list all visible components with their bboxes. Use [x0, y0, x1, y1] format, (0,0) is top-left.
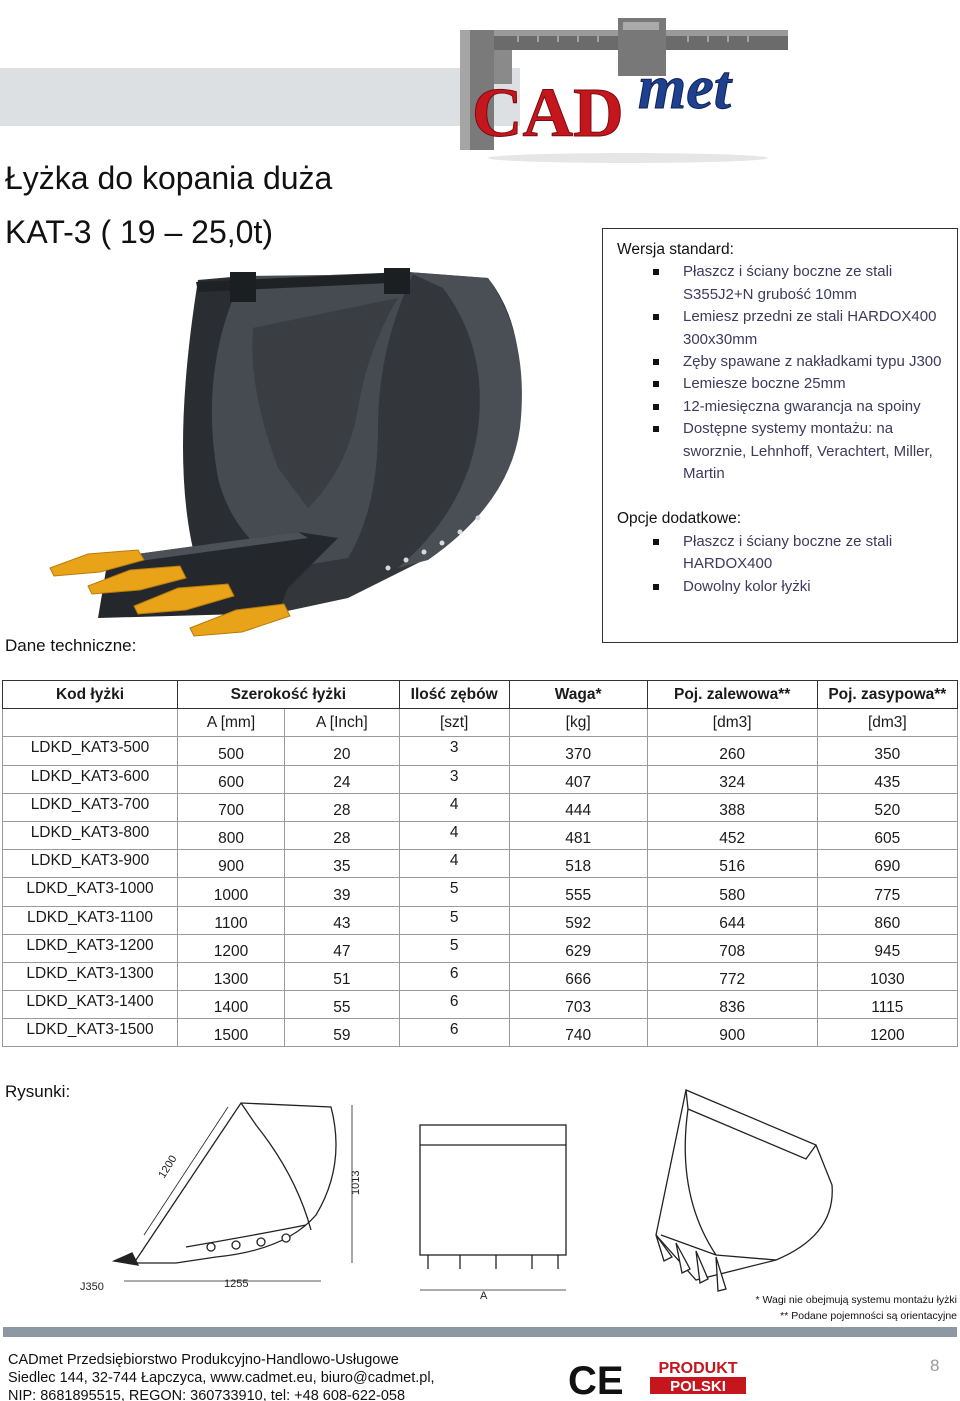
cell-code: LDKD_KAT3-1500	[3, 1019, 178, 1047]
cell-teeth: 5	[399, 906, 509, 934]
table-row	[3, 1019, 958, 1047]
polski-text: POLSKI	[670, 1378, 726, 1395]
table-row	[3, 934, 958, 962]
table-row	[3, 962, 958, 990]
header-heap-capacity: Poj. zasypowa**	[817, 681, 957, 709]
dim-1200: 1200	[156, 1153, 180, 1181]
cell-heap: 1030	[817, 962, 957, 990]
cell-fill: 516	[647, 850, 817, 878]
side-view-drawing	[80, 1103, 362, 1293]
svg-text:CE: CE	[568, 1359, 624, 1398]
table-row	[3, 878, 958, 906]
cell-weight: 555	[509, 878, 647, 906]
spec-table	[2, 680, 958, 1047]
cell-teeth: 3	[399, 737, 509, 765]
cell-inch: 43	[285, 906, 400, 934]
cell-fill: 644	[647, 906, 817, 934]
cell-mm: 900	[178, 850, 285, 878]
table-row	[3, 765, 958, 793]
standard-list	[617, 261, 947, 485]
ce-mark-icon	[566, 1356, 626, 1398]
cell-inch: 28	[285, 793, 400, 821]
cell-inch: 55	[285, 991, 400, 1019]
cell-teeth: 4	[399, 821, 509, 849]
cell-weight: 444	[509, 793, 647, 821]
header-width: Szerokość łyżki	[178, 681, 400, 709]
logo-met-text: met	[638, 54, 731, 122]
header-code: Kod łyżki	[3, 681, 178, 709]
cell-teeth: 6	[399, 962, 509, 990]
cell-weight: 592	[509, 906, 647, 934]
cell-teeth: 3	[399, 765, 509, 793]
cell-weight: 407	[509, 765, 647, 793]
cell-code: LDKD_KAT3-600	[3, 765, 178, 793]
cell-teeth: 6	[399, 991, 509, 1019]
cell-fill: 900	[647, 1019, 817, 1047]
iso-view-drawing	[656, 1090, 832, 1291]
table-row	[3, 850, 958, 878]
cell-inch: 59	[285, 1019, 400, 1047]
cell-weight: 666	[509, 962, 647, 990]
cell-teeth: 6	[399, 1019, 509, 1047]
cell-inch: 39	[285, 878, 400, 906]
header-fill-capacity: Poj. zalewowa**	[647, 681, 817, 709]
list-item: Dostępne systemy montażu: na sworznie, Lehnhoff, Verachtert, Miller, Martin	[683, 418, 947, 485]
cell-weight: 740	[509, 1019, 647, 1047]
cell-heap: 605	[817, 821, 957, 849]
cell-heap: 690	[817, 850, 957, 878]
page-title-line2: KAT-3 ( 19 – 25,0t)	[5, 214, 273, 250]
cell-teeth: 4	[399, 793, 509, 821]
cell-teeth: 4	[399, 850, 509, 878]
cell-fill: 452	[647, 821, 817, 849]
subheader-szt: [szt]	[399, 709, 509, 737]
list-item: Lemiesze boczne 25mm	[683, 373, 947, 395]
footnote-capacity: ** Podane pojemności są orientacyjne	[780, 1310, 957, 1322]
header-bar	[0, 68, 520, 126]
cell-weight: 629	[509, 934, 647, 962]
dim-1255: 1255	[224, 1278, 249, 1290]
produkt-polski-badge	[644, 1357, 752, 1395]
company-ids: NIP: 8681895515, REGON: 360733910, tel: +48 608-622-058	[8, 1388, 406, 1401]
list-item: Płaszcz i ściany boczne ze stali HARDOX400	[683, 531, 947, 576]
cell-inch: 47	[285, 934, 400, 962]
front-view-drawing	[420, 1125, 566, 1302]
cell-heap: 350	[817, 737, 957, 765]
cell-inch: 35	[285, 850, 400, 878]
cell-mm: 600	[178, 765, 285, 793]
dim-1013: 1013	[350, 1170, 362, 1195]
specs-box	[602, 228, 958, 643]
cell-code: LDKD_KAT3-1200	[3, 934, 178, 962]
footnote-weight: * Wagi nie obejmują systemu montażu łyżki	[755, 1294, 957, 1306]
cell-mm: 1500	[178, 1019, 285, 1047]
cell-fill: 324	[647, 765, 817, 793]
dane-label: Dane techniczne:	[5, 636, 137, 655]
cell-code: LDKD_KAT3-900	[3, 850, 178, 878]
cell-heap: 860	[817, 906, 957, 934]
cell-teeth: 5	[399, 878, 509, 906]
company-name: CADmet Przedsiębiorstwo Produkcyjno-Handlowo-Usługowe	[8, 1352, 399, 1368]
list-item: Lemiesz przedni ze stali HARDOX400 300x30mm	[683, 306, 947, 351]
cell-code: LDKD_KAT3-1300	[3, 962, 178, 990]
cell-heap: 1200	[817, 1019, 957, 1047]
page-title-line1: Łyżka do kopania duża	[5, 160, 333, 196]
cell-mm: 1400	[178, 991, 285, 1019]
cell-mm: 700	[178, 793, 285, 821]
cell-inch: 20	[285, 737, 400, 765]
cell-code: LDKD_KAT3-1000	[3, 878, 178, 906]
cell-fill: 772	[647, 962, 817, 990]
subheader-dm3: [dm3]	[647, 709, 817, 737]
company-address: Siedlec 144, 32-744 Łapczyca, www.cadmet.eu, biuro@cadmet.pl,	[8, 1370, 435, 1386]
table-row	[3, 737, 958, 765]
cell-inch: 51	[285, 962, 400, 990]
cell-fill: 708	[647, 934, 817, 962]
subheader-empty	[3, 709, 178, 737]
cell-mm: 500	[178, 737, 285, 765]
cell-fill: 836	[647, 991, 817, 1019]
dim-j350: J350	[80, 1281, 104, 1293]
options-heading: Opcje dodatkowe:	[617, 510, 742, 528]
dim-a: A	[480, 1290, 488, 1302]
cell-fill: 580	[647, 878, 817, 906]
cell-weight: 518	[509, 850, 647, 878]
page-number: 8	[930, 1356, 940, 1375]
produkt-text: PRODUKT	[658, 1360, 738, 1377]
standard-heading: Wersja standard:	[617, 241, 734, 258]
cell-inch: 24	[285, 765, 400, 793]
rysunki-label: Rysunki:	[5, 1082, 71, 1101]
cell-code: LDKD_KAT3-800	[3, 821, 178, 849]
cell-teeth: 5	[399, 934, 509, 962]
cell-mm: 1200	[178, 934, 285, 962]
cell-weight: 703	[509, 991, 647, 1019]
subheader-inch: A [Inch]	[285, 709, 400, 737]
cell-fill: 260	[647, 737, 817, 765]
bucket-image	[48, 268, 588, 644]
cell-inch: 28	[285, 821, 400, 849]
list-item: Płaszcz i ściany boczne ze stali S355J2+N grubość 10mm	[683, 261, 947, 306]
cell-code: LDKD_KAT3-700	[3, 793, 178, 821]
cell-weight: 481	[509, 821, 647, 849]
cell-code: LDKD_KAT3-1100	[3, 906, 178, 934]
table-row	[3, 821, 958, 849]
cell-heap: 435	[817, 765, 957, 793]
list-item: Dowolny kolor łyżki	[683, 576, 947, 598]
list-item: 12-miesięczna gwarancja na spoiny	[683, 396, 947, 418]
cell-mm: 1000	[178, 878, 285, 906]
header-weight: Waga*	[509, 681, 647, 709]
list-item: Zęby spawane z nakładkami typu J300	[683, 351, 947, 373]
cell-heap: 775	[817, 878, 957, 906]
table-row	[3, 906, 958, 934]
cell-weight: 370	[509, 737, 647, 765]
cell-heap: 1115	[817, 991, 957, 1019]
subheader-kg: [kg]	[509, 709, 647, 737]
footer-bar	[3, 1327, 957, 1337]
cell-mm: 800	[178, 821, 285, 849]
cell-mm: 1300	[178, 962, 285, 990]
header-teeth: Ilość zębów	[399, 681, 509, 709]
cell-mm: 1100	[178, 906, 285, 934]
logo-cad-text: CAD	[472, 75, 624, 152]
cell-heap: 520	[817, 793, 957, 821]
cell-code: LDKD_KAT3-500	[3, 737, 178, 765]
cell-fill: 388	[647, 793, 817, 821]
table-row	[3, 991, 958, 1019]
company-info	[8, 1351, 435, 1401]
subheader-dm3: [dm3]	[817, 709, 957, 737]
subheader-mm: A [mm]	[178, 709, 285, 737]
cadmet-logo	[458, 8, 803, 168]
cell-code: LDKD_KAT3-1400	[3, 991, 178, 1019]
options-list	[617, 531, 947, 598]
table-row	[3, 793, 958, 821]
technical-drawings	[76, 1085, 856, 1310]
cell-heap: 945	[817, 934, 957, 962]
footnotes	[755, 1292, 957, 1324]
